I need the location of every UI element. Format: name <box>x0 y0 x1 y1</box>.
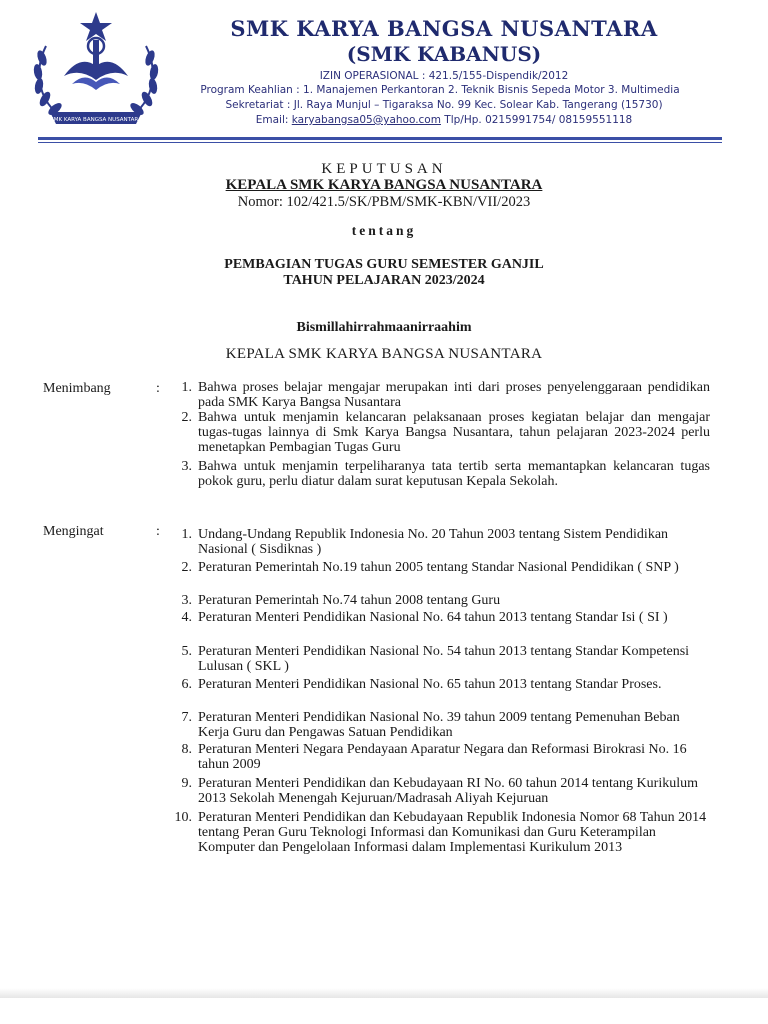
item-text: Peraturan Menteri Pendidikan Nasional No. 65 tahun 2013 tentang Standar Proses. <box>198 677 662 692</box>
item-number: 3. <box>181 459 192 474</box>
list-item <box>160 410 710 455</box>
operational-permit: IZIN OPERASIONAL : 421.5/155-Dispendik/2012 <box>319 70 569 82</box>
item-number: 7. <box>181 710 192 725</box>
decree-heading: KEPUTUSAN <box>321 161 447 177</box>
tentang-label: tentang <box>351 223 417 238</box>
bismillah: Bismillahirrahmaanirraahim <box>296 320 472 335</box>
decree-topic-line1: PEMBAGIAN TUGAS GURU SEMESTER GANJIL <box>224 257 544 272</box>
email-prefix: Email: <box>255 114 292 126</box>
school-logo <box>28 10 164 138</box>
contact-line <box>200 114 688 126</box>
item-text: Peraturan Pemerintah No.19 tahun 2005 tentang Standar Nasional Pendidikan ( SNP ) <box>198 560 679 575</box>
item-text: Peraturan Menteri Pendidikan dan Kebudayaan RI No. 60 tahun 2014 tentang Kurikulum 2013 Sekolah Menengah Kejuruan/Madrasah Aliyah Kejuruan <box>198 776 698 806</box>
item-text: Bahwa proses belajar mengajar merupakan inti dari proses penyelenggaraan pendidikan pada SMK Karya Bangsa Nusantara <box>198 380 710 410</box>
email-link[interactable]: karyabangsa05@yahoo.com <box>291 114 441 126</box>
list-item <box>160 560 710 575</box>
issuer-subheading: KEPALA SMK KARYA BANGSA NUSANTARA <box>225 346 543 362</box>
school-short-name: (SMK KABANUS) <box>346 42 542 66</box>
letterhead-rule-thin <box>38 142 722 143</box>
item-number: 4. <box>181 610 192 625</box>
list-item <box>160 593 710 608</box>
list-item <box>160 810 710 855</box>
decree-issuer: KEPALA SMK KARYA BANGSA NUSANTARA <box>225 177 543 193</box>
svg-text:SMK KARYA BANGSA NUSANTARA: SMK KARYA BANGSA NUSANTARA <box>50 117 142 123</box>
item-number: 1. <box>181 380 192 395</box>
list-item <box>160 459 710 489</box>
item-number: 8. <box>181 742 192 757</box>
list-item <box>160 710 710 740</box>
menimbang-label: Menimbang <box>43 381 111 396</box>
item-number: 6. <box>181 677 192 692</box>
list-item <box>160 776 710 806</box>
mengingat-colon: : <box>156 524 160 539</box>
list-item <box>160 610 710 625</box>
decree-topic-line2: TAHUN PELAJARAN 2023/2024 <box>283 273 485 288</box>
item-number: 2. <box>181 560 192 575</box>
phone-number: Tlp/Hp. 0215991754/ 08159551118 <box>440 114 633 126</box>
item-text: Peraturan Pemerintah No.74 tahun 2008 tentang Guru <box>198 593 501 608</box>
item-text: Peraturan Menteri Pendidikan dan Kebudayaan Republik Indonesia Nomor 68 Tahun 2014 tentang Peran Guru Teknologi Informasi dan Komunikasi dan Guru Keterampilan Komputer dan Pengelolaan Informasi dalam Implementasi Kurikulum 2013 <box>198 810 707 855</box>
item-number: 10. <box>174 810 192 825</box>
school-emblem-icon <box>28 10 164 138</box>
item-number: 3. <box>181 593 192 608</box>
item-text: Peraturan Menteri Pendidikan Nasional No. 54 tahun 2013 tentang Standar Kompetensi Lulusan ( SKL ) <box>198 644 690 674</box>
list-item <box>160 644 710 674</box>
item-text: Bahwa untuk menjamin terpeliharanya tata tertib serta memantapkan kelancaran tugas pokok guru, perlu diatur dalam surat keputusan Kepala Sekolah. <box>198 459 710 489</box>
list-item <box>160 677 710 692</box>
item-number: 1. <box>181 527 192 542</box>
decree-number: Nomor: 102/421.5/SK/PBM/SMK-KBN/VII/2023 <box>237 194 531 210</box>
list-item <box>160 742 710 772</box>
item-text: Bahwa untuk menjamin kelancaran pelaksanaan proses kegiatan belajar dan mengajar tugas-tugas lainnya di Smk Karya Bangsa Nusantara, tahun pelajaran 2023-2024 perlu menetapkan Pembagian Tugas Guru <box>198 410 710 455</box>
item-number: 2. <box>181 410 192 425</box>
item-number: 5. <box>181 644 192 659</box>
list-item <box>160 380 710 410</box>
scan-page-edge <box>0 988 768 998</box>
item-text: Peraturan Menteri Pendidikan Nasional No. 64 tahun 2013 tentang Standar Isi ( SI ) <box>198 610 668 625</box>
menimbang-colon: : <box>156 381 160 396</box>
secretariat-address: Sekretariat : Jl. Raya Munjul – Tigaraksa No. 99 Kec. Solear Kab. Tangerang (15730) <box>225 99 663 111</box>
list-item <box>160 527 710 557</box>
program-list: Program Keahlian : 1. Manajemen Perkantoran 2. Teknik Bisnis Sepeda Motor 3. Multimedia <box>200 84 680 96</box>
school-name: SMK KARYA BANGSA NUSANTARA <box>230 16 658 41</box>
letterhead-rule-thick <box>38 137 722 140</box>
item-text: Undang-Undang Republik Indonesia No. 20 Tahun 2003 tentang Sistem Pendidikan Nasional ( Sisdiknas ) <box>198 527 669 557</box>
item-text: Peraturan Menteri Pendidikan Nasional No. 39 tahun 2009 tentang Pemenuhan Beban Kerja Guru dan Pengawas Satuan Pendidikan <box>198 710 680 740</box>
mengingat-label: Mengingat <box>43 524 104 539</box>
item-text: Peraturan Menteri Negara Pendayaan Aparatur Negara dan Reformasi Birokrasi No. 16 tahun 2009 <box>198 742 687 772</box>
item-number: 9. <box>181 776 192 791</box>
